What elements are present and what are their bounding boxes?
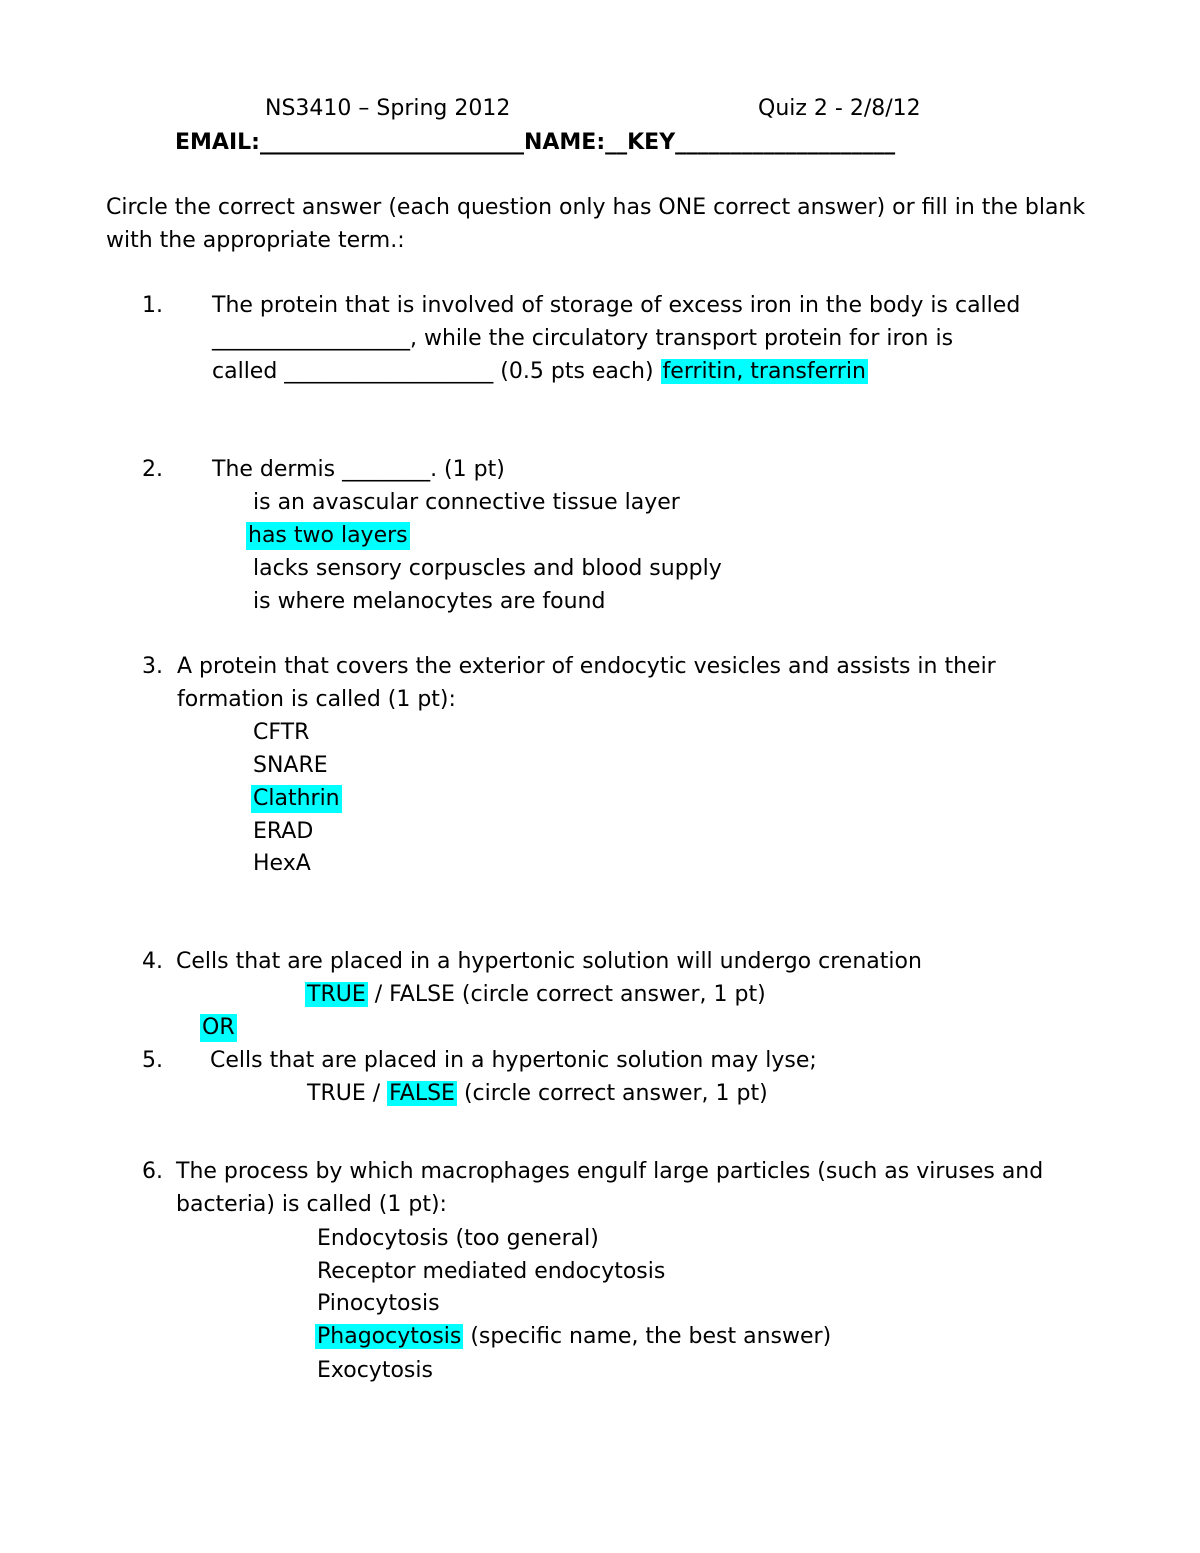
q6-option-4-correct[interactable]: Phagocytosis [317, 1324, 462, 1349]
course-title: NS3410 – Spring 2012 [265, 96, 511, 121]
q6-number: 6. [142, 1159, 163, 1184]
instructions-line-1: Circle the correct answer (each question only has ONE correct answer) or fill in the blank [106, 195, 1086, 220]
q2-option-2-correct[interactable]: has two layers [248, 523, 408, 548]
q1-line-1: The protein that is involved of storage of excess iron in the body is called [212, 293, 1021, 318]
q6-option-5[interactable]: Exocytosis [317, 1358, 433, 1383]
q5-true-label[interactable]: TRUE / [307, 1081, 388, 1106]
q1-line-3-text: called ___________________ (0.5 pts each) [212, 359, 654, 384]
q6-line-2: bacteria) is called (1 pt): [176, 1192, 447, 1217]
q1-line-2: __________________, while the circulatory transport protein for iron is [212, 326, 954, 351]
q2-option-3[interactable]: lacks sensory corpuscles and blood supply [253, 556, 722, 581]
q2-stem: The dermis ________. (1 pt) [212, 457, 505, 482]
q3-line-2: formation is called (1 pt): [177, 687, 456, 712]
q5-rest: (circle correct answer, 1 pt) [456, 1081, 768, 1106]
instructions-line-2: with the appropriate term.: [106, 228, 405, 253]
q1-answer-highlight: ferritin, transferrin [662, 359, 866, 384]
name-blank-pre: __ [605, 130, 628, 155]
q3-option-4[interactable]: ERAD [253, 819, 314, 844]
q4-true-highlight[interactable]: TRUE [307, 982, 366, 1007]
q1-line-3 [212, 358, 868, 386]
q5-answer-line [307, 1080, 768, 1108]
q3-number: 3. [142, 654, 163, 679]
q4-or-label: OR [202, 1015, 235, 1040]
q5-number: 5. [142, 1048, 163, 1073]
q6-option-4-line [315, 1323, 831, 1351]
q4-rest: / FALSE (circle correct answer, 1 pt) [367, 982, 766, 1007]
q4-stem: Cells that are placed in a hypertonic solution will undergo crenation [176, 949, 922, 974]
q3-option-5[interactable]: HexA [253, 851, 311, 876]
q2-number: 2. [142, 457, 163, 482]
q6-option-2[interactable]: Receptor mediated endocytosis [317, 1259, 666, 1284]
q3-option-3-correct[interactable]: Clathrin [253, 786, 340, 811]
q4-number: 4. [142, 949, 163, 974]
quiz-title: Quiz 2 - 2/8/12 [758, 96, 921, 121]
email-label: EMAIL: [175, 130, 260, 155]
q2-option-1[interactable]: is an avascular connective tissue layer [253, 490, 680, 515]
q5-false-highlight[interactable]: FALSE [389, 1081, 455, 1106]
q3-option-1[interactable]: CFTR [253, 720, 310, 745]
q6-best-note: (specific name, the best answer) [463, 1324, 832, 1349]
q3-line-1: A protein that covers the exterior of endocytic vesicles and assists in their [177, 654, 996, 679]
q1-number: 1. [142, 293, 163, 318]
q4-answer-line [305, 981, 766, 1009]
email-blank[interactable]: ________________________ [259, 130, 524, 155]
q5-stem: Cells that are placed in a hypertonic solution may lyse; [210, 1048, 817, 1073]
email-line [175, 129, 895, 157]
name-label: NAME: [523, 130, 606, 155]
q6-line-1: The process by which macrophages engulf large particles (such as viruses and [176, 1159, 1044, 1184]
q2-option-4[interactable]: is where melanocytes are found [253, 589, 606, 614]
name-value: KEY [627, 130, 676, 155]
q6-option-1[interactable]: Endocytosis (too general) [317, 1226, 599, 1251]
q3-option-2[interactable]: SNARE [253, 753, 328, 778]
name-blank-post: ____________________ [675, 130, 896, 155]
q6-option-3[interactable]: Pinocytosis [317, 1291, 440, 1316]
